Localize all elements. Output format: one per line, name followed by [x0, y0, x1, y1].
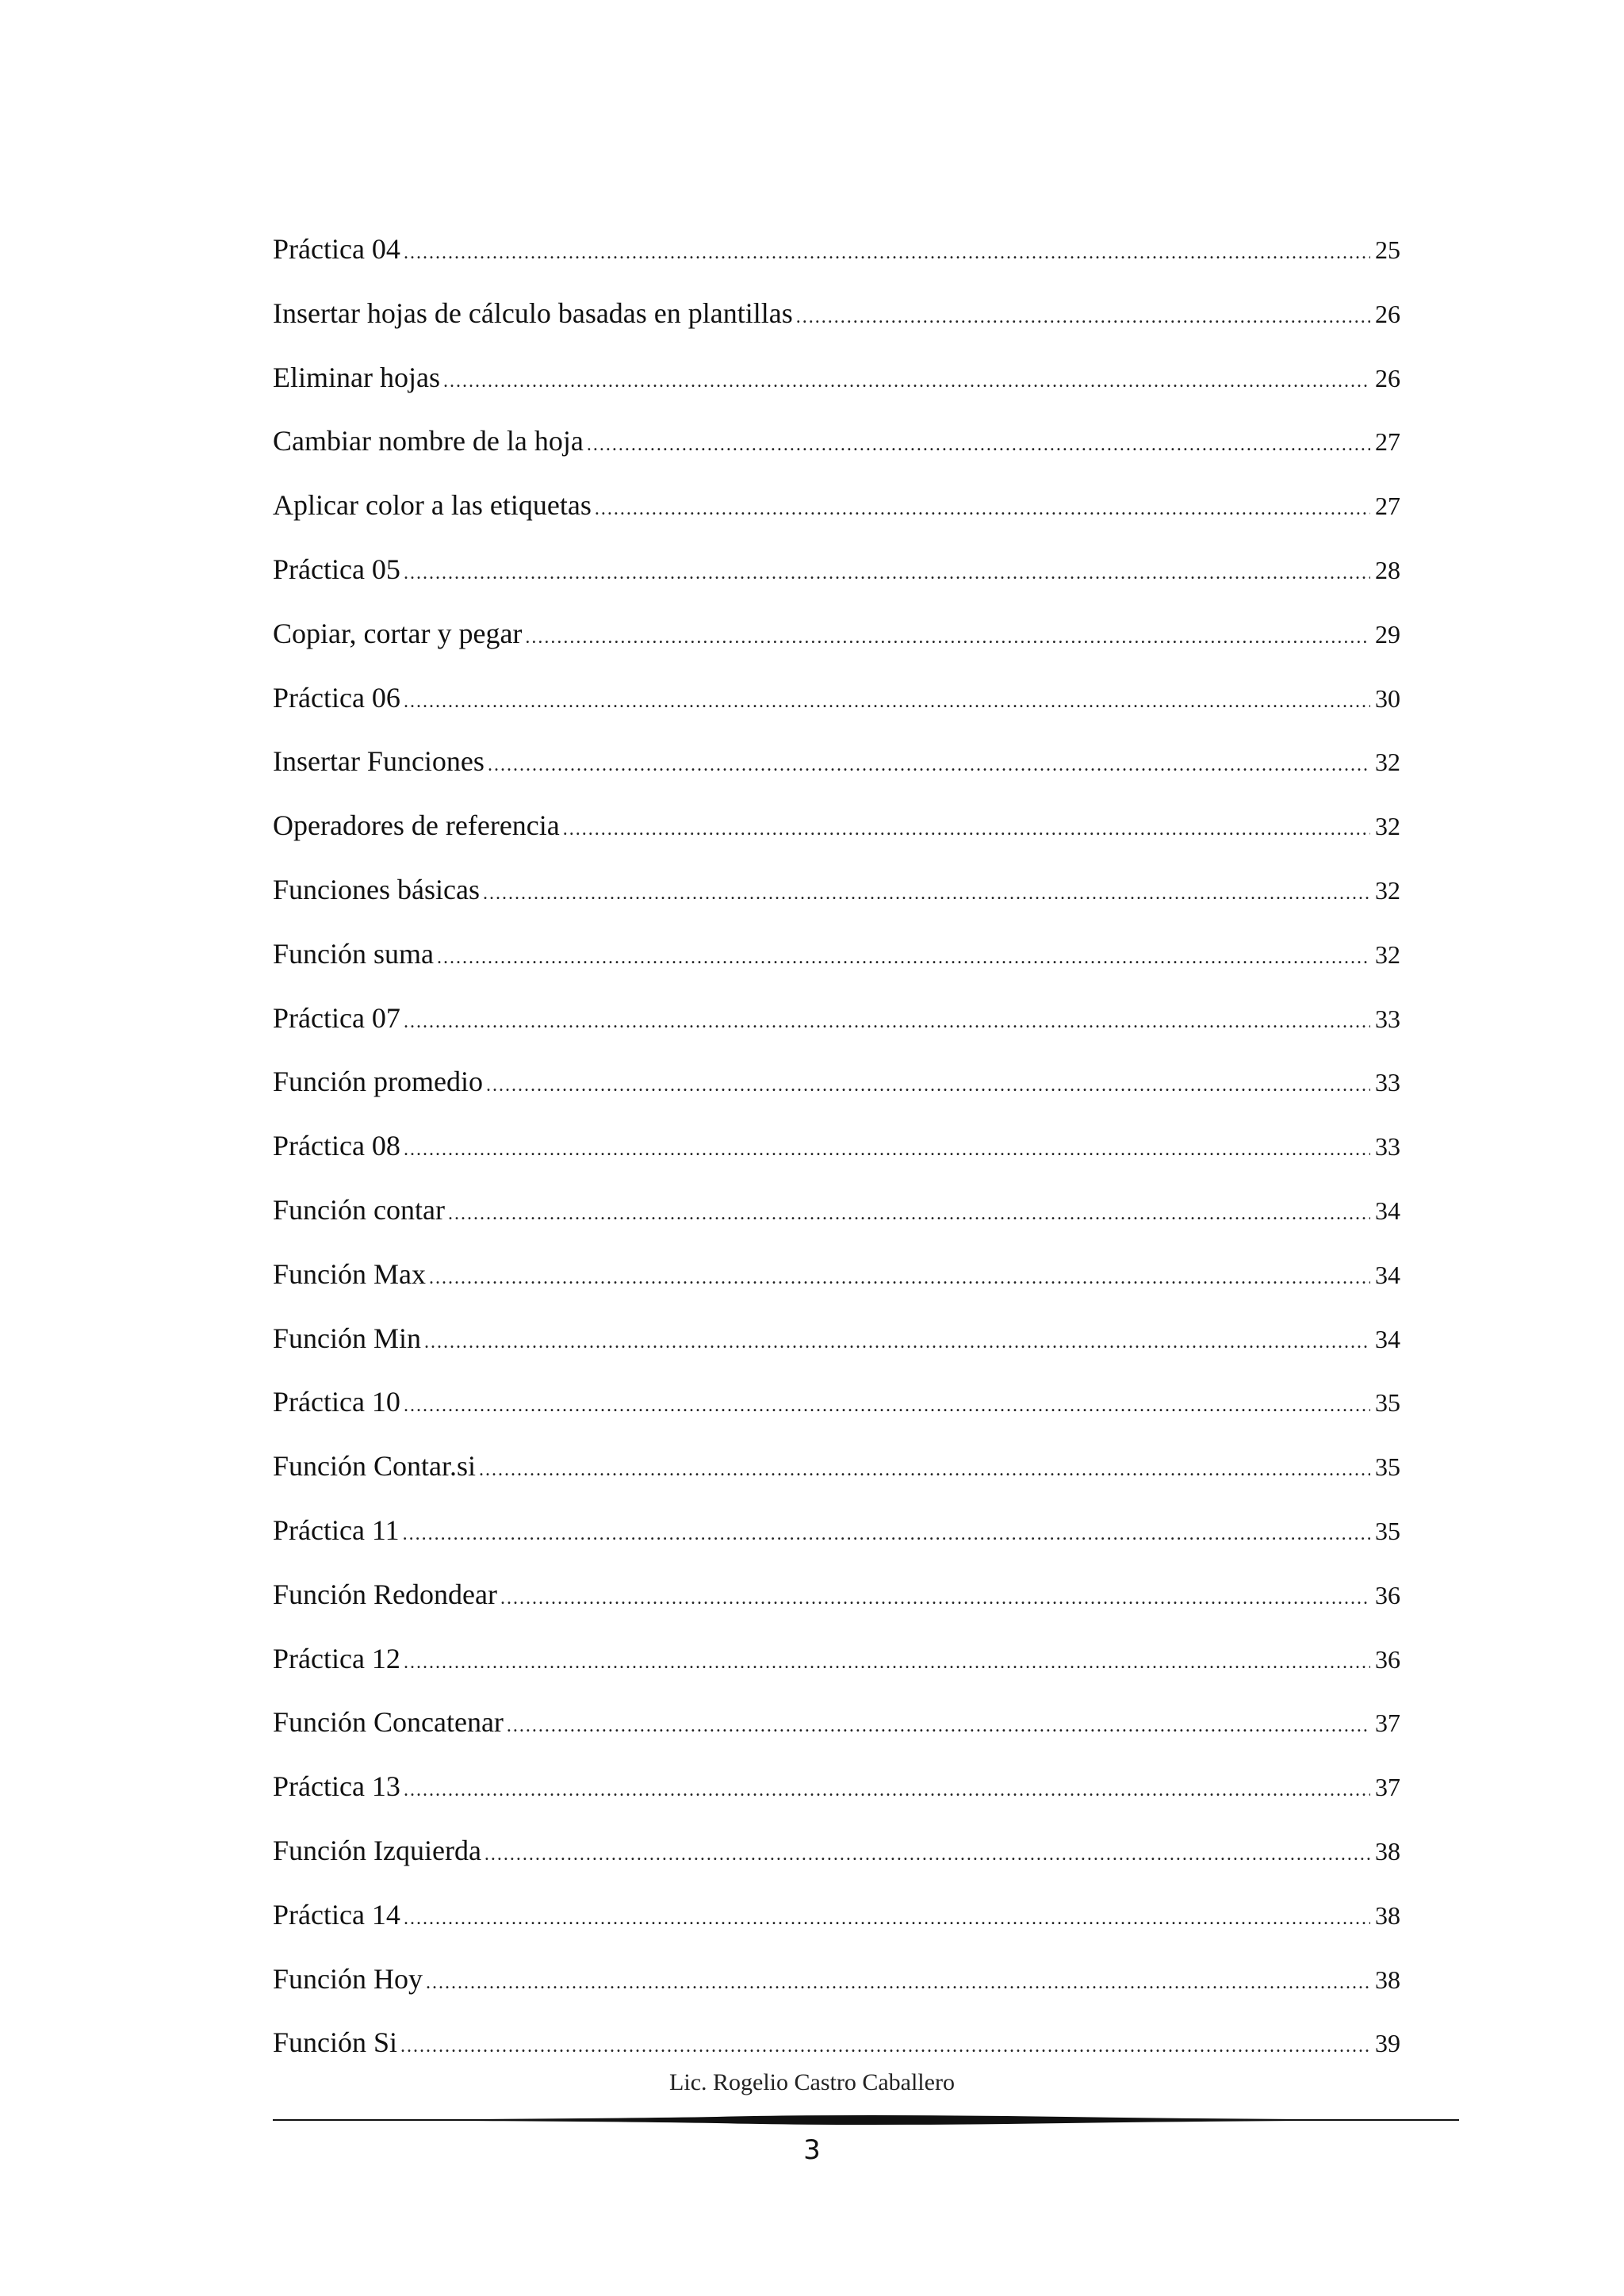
toc-entry[interactable] — [273, 872, 1400, 936]
toc-entry-page: 39 — [1375, 2029, 1400, 2058]
footer-author: Lic. Rogelio Castro Caballero — [669, 2069, 955, 2095]
toc-dot-leader — [443, 364, 1370, 399]
toc-dot-leader — [500, 1581, 1370, 1616]
toc-entry-page: 38 — [1375, 1900, 1400, 1930]
toc-dot-leader — [437, 940, 1370, 975]
toc-dot-leader — [404, 1773, 1370, 1808]
toc-entry-title: Práctica 04 — [273, 233, 400, 265]
toc-entry-title: Función Izquierda — [273, 1834, 481, 1866]
toc-entry-page: 34 — [1375, 1196, 1400, 1225]
toc-entry[interactable] — [273, 1064, 1400, 1128]
toc-entry-title: Práctica 11 — [273, 1513, 400, 1546]
toc-entry[interactable] — [273, 1257, 1400, 1321]
toc-entry-title: Práctica 06 — [273, 681, 400, 714]
toc-dot-leader — [525, 620, 1370, 655]
toc-entry-title: Función suma — [273, 937, 434, 970]
toc-entry-page: 28 — [1375, 555, 1400, 584]
toc-entry-page: 38 — [1375, 1836, 1400, 1866]
toc-entry[interactable] — [273, 1384, 1400, 1448]
toc-entry[interactable] — [273, 360, 1400, 424]
toc-dot-leader — [796, 300, 1370, 335]
toc-entry-page: 33 — [1375, 1068, 1400, 1097]
toc-dot-leader — [587, 427, 1370, 462]
toc-entry[interactable] — [273, 552, 1400, 616]
toc-entry-page: 32 — [1375, 748, 1400, 777]
toc-dot-leader — [424, 1325, 1370, 1360]
toc-entry-title: Función promedio — [273, 1066, 483, 1098]
toc-entry-page: 35 — [1375, 1388, 1400, 1418]
toc-entry-title: Práctica 14 — [273, 1898, 400, 1931]
footer-divider — [273, 2112, 1459, 2128]
toc-entry[interactable] — [273, 1192, 1400, 1257]
toc-entry-title: Función Min — [273, 1322, 422, 1354]
toc-dot-leader — [595, 492, 1370, 526]
toc-entry[interactable] — [273, 744, 1400, 808]
toc-entry-page: 35 — [1375, 1516, 1400, 1545]
toc-entry-page: 32 — [1375, 812, 1400, 841]
toc-entry-title: Copiar, cortar y pegar — [273, 617, 523, 649]
page-number: 3 — [803, 2134, 821, 2166]
toc-dot-leader — [479, 1452, 1370, 1487]
toc-dot-leader — [507, 1709, 1370, 1743]
toc-entry-title: Operadores de referencia — [273, 809, 560, 842]
toc-dot-leader — [485, 1837, 1370, 1872]
toc-entry-title: Cambiar nombre de la hoja — [273, 425, 584, 457]
toc-entry-title: Insertar Funciones — [273, 745, 485, 778]
toc-entry-title: Función Si — [273, 2026, 398, 2059]
toc-entry[interactable] — [273, 1641, 1400, 1705]
toc-entry[interactable] — [273, 808, 1400, 872]
toc-entry-page: 38 — [1375, 1965, 1400, 1994]
toc-entry-page: 29 — [1375, 619, 1400, 649]
toc-entry[interactable] — [273, 1769, 1400, 1833]
toc-entry-page: 30 — [1375, 683, 1400, 713]
toc-entry-title: Función Concatenar — [273, 1706, 504, 1739]
toc-entry-title: Función Contar.si — [273, 1450, 477, 1483]
toc-entry-title: Eliminar hojas — [273, 361, 440, 393]
toc-dot-leader — [404, 556, 1370, 591]
toc-entry[interactable] — [273, 680, 1400, 744]
toc-entry-title: Práctica 12 — [273, 1642, 400, 1674]
toc-entry-page: 36 — [1375, 1644, 1400, 1674]
toc-entry-title: Práctica 10 — [273, 1386, 400, 1418]
toc-entry[interactable] — [273, 488, 1400, 552]
toc-dot-leader — [404, 1132, 1370, 1167]
toc-entry[interactable] — [273, 1961, 1400, 2026]
toc-entry[interactable] — [273, 1705, 1400, 1769]
toc-entry[interactable] — [273, 1001, 1400, 1065]
toc-dot-leader — [488, 748, 1370, 783]
toc-entry[interactable] — [273, 616, 1400, 680]
toc-entry[interactable] — [273, 1128, 1400, 1192]
toc-entry-title: Práctica 13 — [273, 1770, 400, 1803]
toc-entry-page: 33 — [1375, 1004, 1400, 1033]
toc-dot-leader — [404, 1901, 1370, 1936]
toc-dot-leader — [483, 876, 1370, 911]
toc-dot-leader — [404, 684, 1370, 719]
toc-entry[interactable] — [273, 1833, 1400, 1897]
toc-entry-page: 34 — [1375, 1324, 1400, 1353]
toc-entry-page: 37 — [1375, 1709, 1400, 1738]
toc-entry[interactable] — [273, 423, 1400, 488]
toc-entry-page: 37 — [1375, 1773, 1400, 1802]
toc-entry-page: 32 — [1375, 875, 1400, 905]
toc-dot-leader — [563, 812, 1370, 847]
toc-dot-leader — [404, 235, 1370, 270]
toc-dot-leader — [403, 1517, 1370, 1552]
toc-dot-leader — [429, 1261, 1370, 1295]
toc-entry-page: 36 — [1375, 1580, 1400, 1609]
toc-entry-title: Práctica 07 — [273, 1001, 400, 1034]
toc-entry-title: Práctica 08 — [273, 1130, 400, 1162]
toc-entry[interactable] — [273, 1513, 1400, 1577]
toc-dot-leader — [404, 1004, 1370, 1039]
toc-entry[interactable] — [273, 232, 1400, 296]
toc-dot-leader — [404, 1388, 1370, 1423]
toc-entry-page: 26 — [1375, 363, 1400, 392]
toc-entry-page: 34 — [1375, 1260, 1400, 1289]
toc-entry-title: Función Max — [273, 1257, 426, 1290]
toc-entry[interactable] — [273, 1321, 1400, 1385]
table-of-contents — [273, 232, 1400, 2089]
toc-dot-leader — [448, 1196, 1370, 1231]
toc-dot-leader — [426, 1965, 1370, 2000]
toc-entry-title: Funciones básicas — [273, 873, 480, 905]
toc-entry-page: 25 — [1375, 235, 1400, 264]
toc-entry-page: 33 — [1375, 1132, 1400, 1161]
toc-entry[interactable] — [273, 1577, 1400, 1641]
toc-entry-page: 26 — [1375, 299, 1400, 328]
toc-dot-leader — [400, 2029, 1370, 2064]
toc-entry[interactable] — [273, 1448, 1400, 1513]
toc-entry-page: 27 — [1375, 427, 1400, 457]
toc-entry-page: 35 — [1375, 1452, 1400, 1482]
toc-entry-page: 32 — [1375, 939, 1400, 969]
toc-entry-title: Función contar — [273, 1193, 445, 1226]
toc-entry-title: Función Redondear — [273, 1578, 497, 1610]
toc-entry-title: Práctica 05 — [273, 553, 400, 585]
toc-entry-title: Insertar hojas de cálculo basadas en plantillas — [273, 297, 793, 329]
toc-dot-leader — [486, 1068, 1370, 1103]
toc-entry-title: Función Hoy — [273, 1962, 423, 1995]
toc-entry[interactable] — [273, 1897, 1400, 1961]
toc-dot-leader — [404, 1645, 1370, 1680]
toc-entry[interactable] — [273, 936, 1400, 1001]
toc-entry-page: 27 — [1375, 492, 1400, 521]
toc-entry-title: Aplicar color a las etiquetas — [273, 489, 592, 522]
toc-entry[interactable] — [273, 296, 1400, 360]
